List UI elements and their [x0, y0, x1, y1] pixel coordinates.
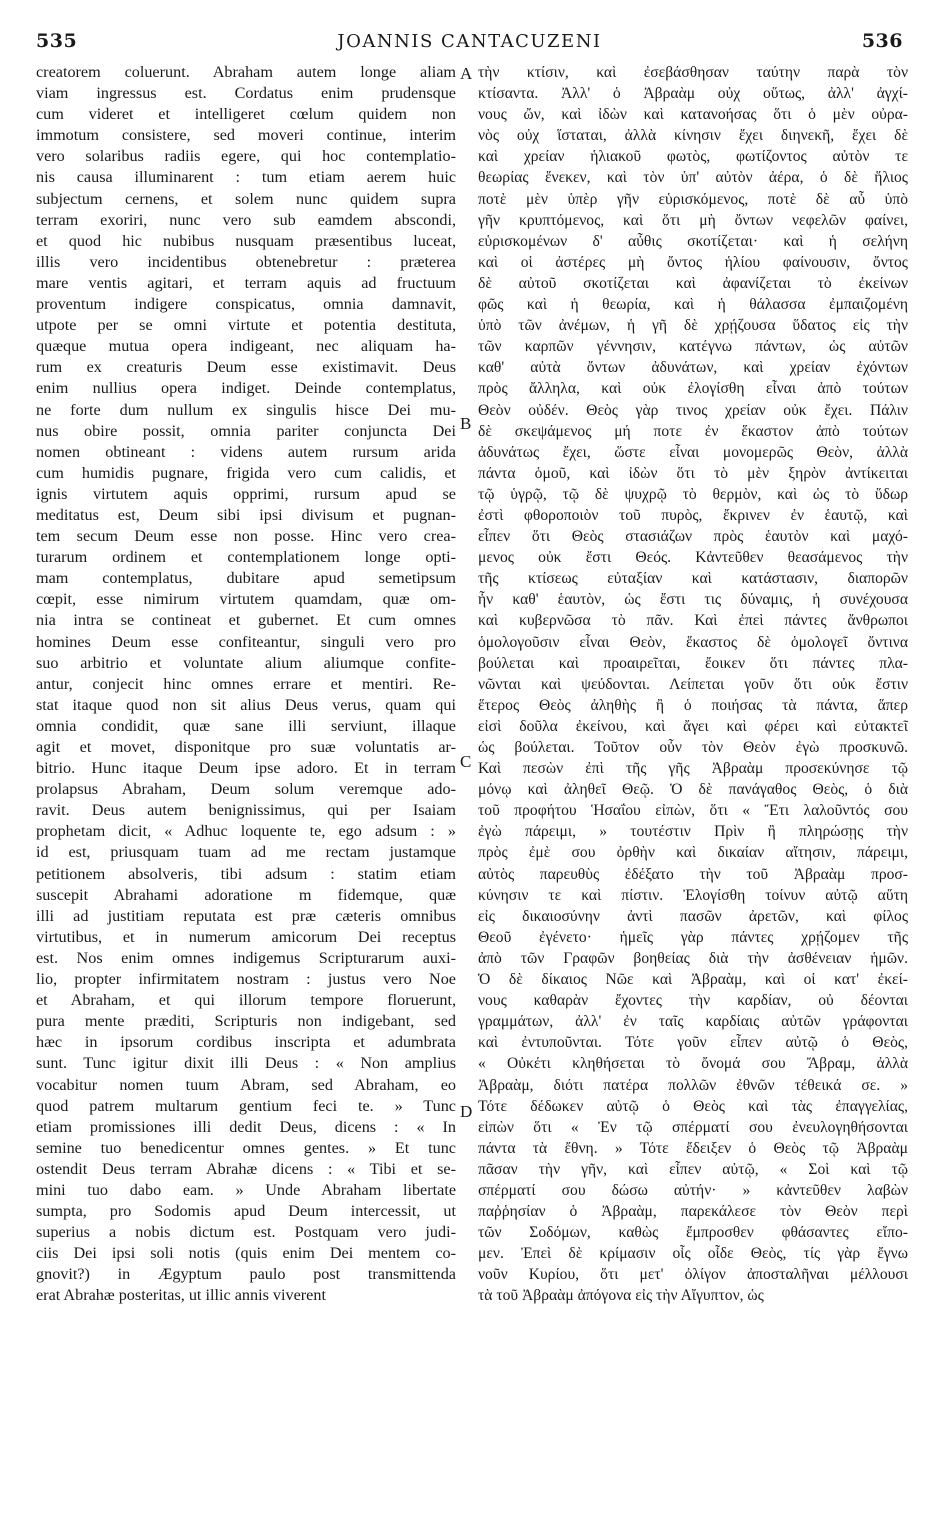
- latin-text-line: et Abraham, et qui illorum tempore floruerunt,: [36, 991, 456, 1010]
- section-marker-c: C: [460, 752, 472, 771]
- latin-text-line: ne forte dum nullum ex singulis hisce Dei mu-: [36, 400, 456, 419]
- latin-text-line: homines Deum esse confiteantur, singuli vero pro: [36, 632, 456, 651]
- left-page-number: 535: [36, 30, 78, 52]
- greek-text-line: ἦν καθ' ἑαυτὸν, ὡς ἔστι τις δύναμις, ἡ συνέχουσα: [478, 591, 908, 609]
- latin-text-line: mini tuo dabo eam. » Unde Abraham libertate: [36, 1180, 456, 1199]
- greek-text-line: δὲ σκεψάμενος μή ποτε ἐν ἕκαστον ἀπὸ τούτων: [478, 422, 908, 440]
- latin-text-line: nis causa illuminarent : tum etiam aerem huic: [36, 168, 456, 187]
- greek-text-line: μενος οὐκ ἔστι Θεός. Κἀντεῦθεν θεασάμενος τὴν: [478, 549, 908, 567]
- latin-text-line: ciis Dei ipsi soli notis (quis enim Dei mentem co-: [36, 1244, 456, 1263]
- right-page-number: 536: [861, 30, 903, 52]
- greek-text-line: τῷ ὑγρῷ, τῷ δὲ ψυχρῷ τὸ θερμὸν, καὶ ὡς τὸ ὕδωρ: [478, 485, 908, 503]
- section-marker-b: B: [460, 414, 472, 433]
- latin-text-line: hæc in ipsorum cordibus inscripta et adumbrata: [36, 1033, 456, 1052]
- greek-text-line: εἰπὼν ὅτι « Ἐν τῷ σπέρματί σου ἐνευλογηθήσονται: [478, 1118, 908, 1136]
- greek-text-line: εἰς δικαιοσύνην ἀντὶ πασῶν ἀρετῶν, καὶ φίλος: [478, 907, 908, 925]
- latin-text-line: petitionem absolveris, tibi adsum : statim etiam: [36, 864, 456, 883]
- latin-text-line: cum humidis pugnare, frigida vero cum calidis, et: [36, 463, 456, 482]
- greek-text-line: φῶς καὶ ἡ θεωρία, καὶ ἡ θάλασσα ἐμπαιζομένη: [478, 296, 908, 314]
- latin-text-line: erat Abrahæ posteritas, ut illic annis viverent: [36, 1286, 326, 1305]
- greek-column: [478, 62, 908, 1307]
- latin-text-line: prolapsus Abraham, Deum solum veremque ado-: [36, 780, 456, 799]
- latin-text-line: nus obire possit, omnia pariter conjuncta Dei: [36, 421, 456, 440]
- latin-text-line: rum ex creaturis Deum esse existimavit. Deus: [36, 358, 456, 377]
- greek-text-line: πάντα τὰ ἔθνη. » Τότε ἔδειξεν ὁ Θεὸς τῷ Ἀβραὰμ: [478, 1139, 908, 1157]
- latin-text-line: quod patrem multarum gentium feci te. » Tunc: [36, 1096, 456, 1115]
- latin-text-line: semine tuo benedicentur omnes gentes. » Et tunc: [36, 1138, 456, 1157]
- latin-text-line: prophetam dicit, « Adhuc loquente te, ego adsum : »: [36, 822, 456, 841]
- greek-text-line: νὸς οὐχ ἵσταται, ἀλλὰ κίνησιν ἔχει διηνεκῆ, ἔχει δὲ: [478, 127, 908, 145]
- greek-text-line: πρὸς ἄλληλα, καὶ οὐκ ἐλογίσθη εἶναι ἀπὸ τούτων: [478, 380, 908, 398]
- latin-text-line: illis vero incidentibus obtenebretur : prætereа: [36, 252, 456, 271]
- greek-text-line: καθ' αὐτὰ ὄντων ἀδυνάτων, καὶ χρείαν ἐχόντων: [478, 359, 908, 377]
- greek-text-line: ἐγὼ πάρειμι, » τουτέστιν Πρὶν ἢ πληρώσῃς τὴν: [478, 823, 908, 841]
- latin-text-line: cœpit, esse nimirum virtutem quamdam, quæ om-: [36, 590, 456, 609]
- greek-text-line: αὐτὸς παρευθὺς ἐδέξατο τὴν τοῦ Ἀβραὰμ προσ-: [478, 865, 908, 883]
- greek-text-line: ἕτερος Θεὸς ἀληθὴς ἢ ὁ ποιήσας τὰ πάντα, ἅπερ: [478, 696, 908, 714]
- latin-text-line: enim nullius opera indiget. Deinde contemplatus,: [36, 379, 456, 398]
- greek-text-line: εὑρισκομένων δ' αὖθις σκοτίζεται· καὶ ἡ σελήνη: [478, 232, 908, 250]
- latin-text-line: stat itaque quod non sit alius Deus verus, quam qui: [36, 695, 456, 714]
- greek-text-line: τὴν κτίσιν, καὶ ἐσεβάσθησαν ταύτην παρὰ τὸν: [478, 64, 908, 81]
- latin-text-line: gnovit?) in Ægyptum paulo post transmittenda: [36, 1265, 456, 1284]
- greek-text-line: εἰσὶ δοῦλα ἐκείνου, καὶ ἄγει καὶ φέρει καὶ εὐτακτεῖ: [478, 717, 908, 735]
- latin-text-line: illi ad justitiam reputata est præ cæteris omnibus: [36, 906, 456, 925]
- greek-text-line: τοῦ προφήτου Ἡσαΐου εἰπὼν, ὅτι « Ἔτι λαλοῦντός σου: [478, 802, 908, 820]
- greek-text-line: νῶνται καὶ ψεύδονται. Λείπεται γοῦν ὅτι οὐκ ἔστιν: [478, 675, 908, 693]
- greek-text-line: δὲ αὐτοῦ σκοτίζεται καὶ ἀφανίζεται τὸ ἐκείνων: [478, 274, 908, 292]
- greek-text-line: Θεοῦ ἐγένετο· ἡμεῖς γὰρ πάντες χρῄζομεν τῆς: [478, 928, 908, 946]
- latin-text-line: antur, conjecit hinc omnes errare et mentiri. Re-: [36, 674, 456, 693]
- greek-text-line: γραμμάτων, ἀλλ' ἐν ταῖς καρδίαις αὐτῶν γράφονται: [478, 1013, 908, 1031]
- latin-text-line: virtutibus, et in numerum amicorum Dei receptus: [36, 927, 456, 946]
- greek-text-line: ἀδυνάτως ἔχει, ὥστε εἶναι μονομερῶς Θεὸν, ἀλλὰ: [478, 443, 908, 461]
- latin-text-line: terram exoriri, nunc vero sub eamdem abscondi,: [36, 210, 456, 229]
- latin-text-line: ignis virtutem aquis opprimi, rursum apud se: [36, 484, 456, 503]
- greek-text-line: καὶ κυβερνῶσα τὸ πᾶν. Καὶ ἐπεὶ πάντες ἄνθρωποι: [478, 612, 908, 630]
- greek-text-line: εἶπεν ὅτι Θεὸς στασιάζων πρὸς ἑαυτὸν καὶ μαχό-: [478, 528, 908, 546]
- greek-text-line: ἐστὶ φθοροποιὸν τοῦ πυρὸς, ἔκρινεν ἐν ἑαυτῷ, καὶ: [478, 506, 908, 524]
- greek-text-line: καὶ οἱ ἀστέρες μὴ ὄντος ἡλίου φαίνουσιν, ὄντος: [478, 253, 908, 271]
- greek-text-line: ἀπὸ τῶν Γραφῶν βοηθείας διὰ τὴν ἀσθένειαν ἡμῶν.: [478, 949, 908, 967]
- greek-text-line: Καὶ πεσὼν ἐπὶ τῆς γῆς Ἀβραὰμ προσεκύνησε τῷ: [478, 760, 908, 778]
- greek-text-line: κτίσαντα. Ἀλλ' ὁ Ἀβραὰμ οὐχ οὕτως, ἀλλ' ἀγχί-: [478, 85, 908, 103]
- greek-text-line: καὶ ἐντυποῦνται. Τότε γοῦν εἶπεν αὐτῷ ὁ Θεὸς,: [478, 1034, 908, 1052]
- latin-text-line: meditatus est, Deum sibi ipsi divisum et pugnan-: [36, 505, 456, 524]
- latin-text-line: id est, priusquam tuam ad me rectam justamque: [36, 843, 456, 862]
- latin-text-line: suo arbitrio et voluntate alium aliumque confite-: [36, 653, 456, 672]
- greek-text-line: Τότε δέδωκεν αὐτῷ ὁ Θεὸς καὶ τὰς ἐπαγγελίας,: [478, 1097, 908, 1115]
- section-marker-a: A: [460, 64, 473, 83]
- latin-text-line: tem secum Deum esse non posse. Hinc vero crea-: [36, 527, 456, 546]
- greek-text-line: σπέρματί σου δώσω αὐτήν· » κἀντεῦθεν λαβὼν: [478, 1181, 908, 1199]
- latin-text-line: omnia condidit, quæ sane illi serviunt, illaque: [36, 716, 456, 735]
- page-header: [36, 30, 903, 56]
- greek-text-line: ὁμολογοῦσιν εἶναι Θεὸν, ἕκαστος δὲ ὁμολογεῖ ὄντινα: [478, 633, 908, 651]
- latin-text-line: vero solaribus radiis egere, qui hoc contemplatio-: [36, 147, 456, 166]
- latin-text-line: viam ingressus est. Cordatus enim prudensque: [36, 84, 456, 103]
- latin-text-line: agit et movet, disponitque pro suæ voluntatis ar-: [36, 738, 456, 756]
- latin-text-line: sumpta, pro Sodomis apud Deum intercessit, ut: [36, 1202, 456, 1221]
- greek-text-line: ποτὲ μὲν ὑπὲρ γῆν εὑρισκόμενος, ποτὲ δὲ αὖ ὑπὸ: [478, 190, 908, 208]
- greek-text-line: θεωρίας ἕνεκεν, καὶ τὸν ὑπ' αὐτὸν ἀέρα, ὁ δὲ ἥλιος: [478, 169, 908, 187]
- greek-text-line: τῶν καρπῶν γέννησιν, κατέγνω πάντων, ὡς αὐτῶν: [478, 338, 908, 356]
- greek-text-line: τῶν Σοδόμων, καθὼς ἔμπροσθεν φθάσαντες εἴπο-: [478, 1224, 908, 1242]
- greek-text-line: γῆν κρυπτόμενος, καὶ ὅτι μὴ ὄντων νεφελῶν φαίνει,: [478, 211, 908, 229]
- greek-text-line: « Οὐκέτι κληθήσεται τὸ ὄνομά σου Ἄβραμ, ἀλλὰ: [478, 1055, 908, 1073]
- greek-text-line: τὰ τοῦ Ἀβραὰμ ἀπόγονα εἰς τὴν Αἴγυπτον, ὡς: [478, 1287, 764, 1305]
- greek-text-line: ὑπὸ τῶν ἀνέμων, ἡ γῆ δὲ χρῄζουσα ὕδατος εἰς τὴν: [478, 317, 908, 335]
- latin-text-line: proventum indigere conspicatus, omnia damnavit,: [36, 295, 456, 314]
- latin-text-line: nia intra se contineat et gubernet. Et cum omnes: [36, 611, 456, 630]
- latin-text-line: et quod hic nubibus nusquam præsentibus luceat,: [36, 231, 456, 250]
- latin-text-line: ravit. Deus autem benignissimus, qui per Isaiam: [36, 801, 456, 820]
- latin-text-line: vocabitur nomen tuum Abram, sed Abraham, eo: [36, 1075, 456, 1094]
- latin-text-line: mare ventis agitari, et terram aquis ad fructuum: [36, 273, 456, 292]
- running-title: JOANNIS CANTACUZENI: [337, 31, 602, 52]
- greek-text-line: νους καθαρὰν ἔχοντες τὴν καρδίαν, οὐ δέονται: [478, 992, 908, 1010]
- greek-text-line: παῤῥησίαν ὁ Ἀβραὰμ, παρεκάλεσε τὸν Θεὸν περὶ: [478, 1203, 908, 1221]
- greek-text-line: Θεὸν οὐδέν. Θεὸς γὰρ τινος χρείαν οὐκ ἔχει. Πάλιν: [478, 401, 908, 419]
- greek-text-line: κύνησιν τε καὶ πίστιν. Ἐλογίσθη τοίνυν αὐτῷ αὕτη: [478, 886, 908, 904]
- latin-text-line: quæque mutua opera indigeant, nec aliquam ha-: [36, 337, 456, 356]
- greek-text-line: πάντα ὁμοῦ, καὶ ἰδὼν ὅτι τὸ μὲν ξηρὸν ἀντίκειται: [478, 464, 908, 482]
- latin-text-line: creatorem coluerunt. Abraham autem longe aliam: [36, 63, 456, 81]
- latin-text-line: pura mente præditi, Scripturis non indigebant, sed: [36, 1012, 456, 1031]
- latin-text-line: suscepit Abrahami adoratione m fidemque, quæ: [36, 885, 456, 904]
- latin-text-line: turarum ordinem et contemplationem longe opti-: [36, 548, 456, 567]
- latin-text-line: est. Nos enim omnes indigemus Scripturarum auxi-: [36, 948, 456, 967]
- latin-text-line: cum videret et intelligeret cœlum quidem non: [36, 105, 456, 124]
- latin-text-line: immotum consistere, sed moveri continue, interim: [36, 126, 456, 145]
- greek-text-line: βούλεται καὶ προαιρεῖται, ἔοικεν ὅτι πάντες πλα-: [478, 654, 908, 672]
- greek-text-line: τῆς κτίσεως εὐταξίαν καὶ κατάστασιν, διαπορῶν: [478, 570, 908, 588]
- greek-text-line: ὡς βούλεται. Τοῦτον οὖν τὸν Θεὸν ἐγὼ προσκυνῶ.: [478, 739, 908, 756]
- greek-text-line: Ἀβραὰμ, διότι πατέρα πολλῶν ἐθνῶν τέθεικά σε. »: [478, 1076, 908, 1094]
- latin-text-line: utpote per se omni virtute et potentia destituta,: [36, 316, 456, 335]
- latin-column: [36, 62, 456, 1307]
- greek-text-line: πᾶσαν τὴν γῆν, καὶ εἶπεν αὐτῷ, « Σοὶ καὶ τῷ: [478, 1160, 908, 1178]
- greek-text-line: νους ὤν, καὶ ἰδὼν καὶ κατανοήσας ὅτι ὁ μὲν οὐρα-: [478, 106, 908, 124]
- greek-text-line: καὶ χρείαν ἡλιακοῦ φωτὸς, φωτίζοντος αὐτὸν τε: [478, 148, 908, 166]
- greek-text-line: πρὸς ἐμὲ σου ὀρθὴν καὶ δικαίαν αἴτησιν, πάρειμι,: [478, 844, 908, 862]
- latin-text-line: superius a nobis dictum est. Postquam vero judi-: [36, 1223, 456, 1242]
- latin-text-line: sunt. Tunc igitur dixit illi Deus : « Non amplius: [36, 1054, 456, 1073]
- latin-text-line: mam contemplatus, dubitare apud semetipsum: [36, 569, 456, 588]
- greek-text-line: νοῦν Κυρίου, ὅτι μετ' ὀλίγον ἀποσταλῆναι μέλλουσι: [478, 1266, 908, 1284]
- greek-text-line: Ὁ δὲ δίκαιος Νῶε καὶ Ἀβραὰμ, καὶ οἱ κατ' ἐκεί-: [478, 971, 908, 989]
- latin-text-line: ostendit Deus terram Abrahæ dicens : « Tibi et se-: [36, 1159, 456, 1178]
- greek-text-line: μεν. Ἐπεὶ δὲ κρίμασιν οἷς οἶδε Θεὸς, τίς γὰρ ἔγνω: [478, 1245, 908, 1263]
- latin-text-line: bitrio. Hunc itaque Deum ipse adoro. Et in terram: [36, 759, 456, 778]
- latin-text-line: subjectum cernens, et solem nunc quidem supra: [36, 189, 456, 208]
- latin-text-line: etiam promissiones illi dedit Deus, dicens : « In: [36, 1117, 456, 1136]
- latin-text-line: lio, propter infirmitatem nostram : justus vero Noe: [36, 970, 456, 989]
- latin-text-line: nomen obtineant : videns autem rursum arida: [36, 442, 456, 461]
- greek-text-line: μόνῳ καὶ ἀληθεῖ Θεῷ. Ὁ δὲ πανάγαθος Θεὸς, ὁ διὰ: [478, 781, 908, 799]
- section-marker-d: D: [460, 1102, 473, 1121]
